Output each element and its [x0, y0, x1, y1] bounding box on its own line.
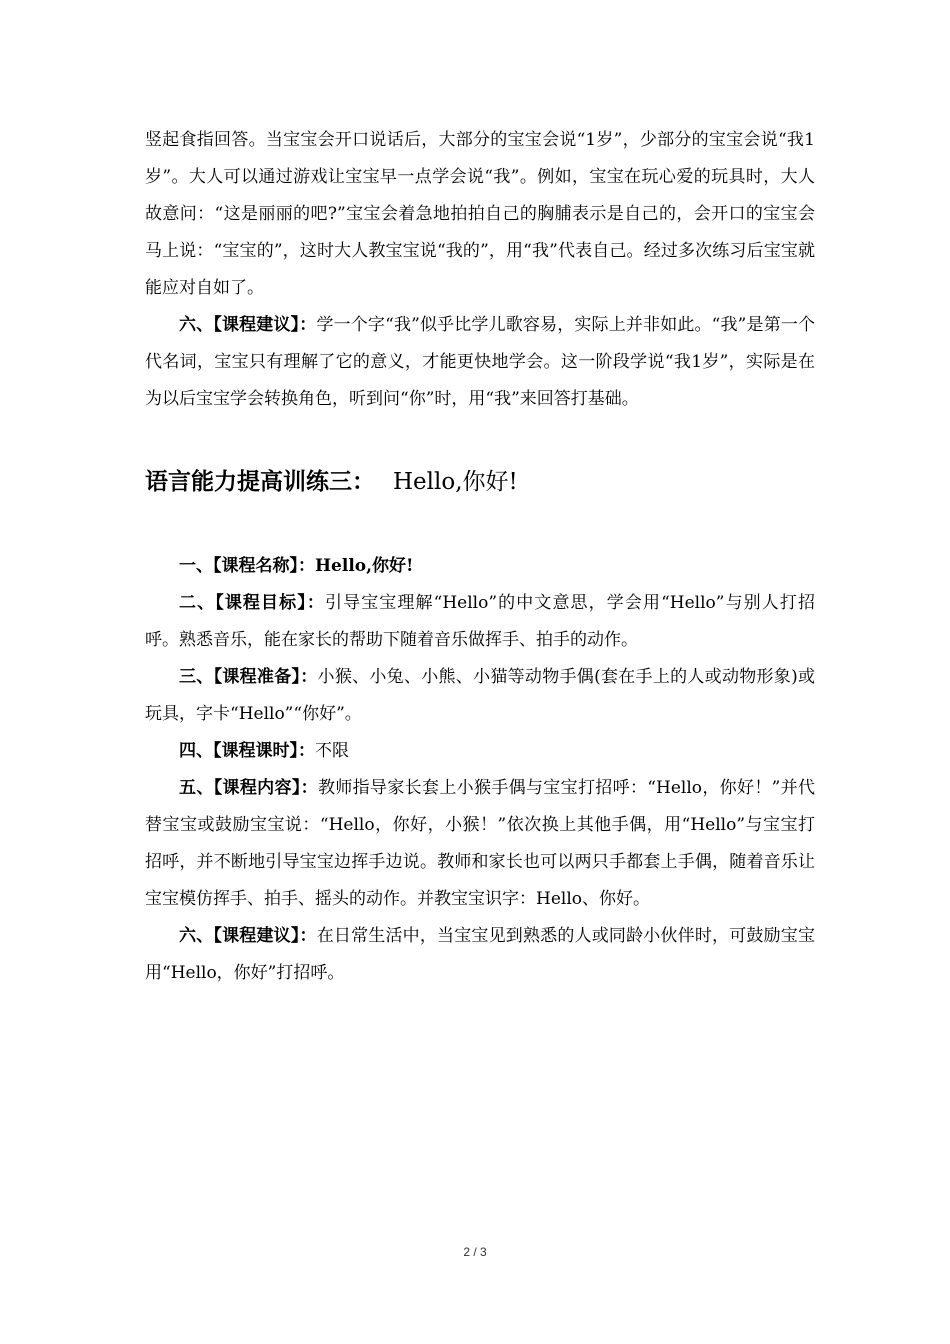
- item-course-suggestion: [145, 918, 815, 992]
- item-course-hours: [145, 733, 815, 770]
- page-content: [145, 122, 815, 992]
- item-course-name: [145, 548, 815, 585]
- item-label: 四、【课程课时】：: [179, 741, 315, 761]
- item-course-preparation: [145, 659, 815, 733]
- paragraph-prev-suggestion: [145, 307, 815, 418]
- section-heading: [145, 462, 815, 502]
- heading-prefix: 语言能力提高训练三：: [145, 469, 375, 495]
- item-label: 二、【课程目标】：: [179, 593, 325, 613]
- item-label: 六、【课程建议】：: [179, 315, 317, 335]
- item-text: 小猴、小兔、小熊、小猫等动物手偶(套在手上的人或动物形象)或玩具，字卡“Hello”“你好”。: [145, 667, 816, 724]
- item-text: Hello,你好!: [315, 556, 414, 576]
- item-text: 不限: [315, 741, 349, 761]
- page-number: 2 / 3: [463, 1245, 487, 1259]
- item-label: 六、【课程建议】：: [179, 926, 317, 946]
- item-label: 五、【课程内容】：: [179, 778, 318, 798]
- item-text: 引导宝宝理解“Hello”的中文意思，学会用“Hello”与别人打招呼。熟悉音乐，能在家长的帮助下随着音乐做挥手、拍手的动作。: [145, 593, 816, 650]
- item-label: 一、【课程名称】：: [179, 556, 315, 576]
- item-text: 在日常生活中，当宝宝见到熟悉的人或同龄小伙伴时，可鼓励宝宝用“Hello，你好”打招呼。: [145, 926, 815, 983]
- item-label: 三、【课程准备】：: [179, 667, 318, 687]
- item-text: 学一个字“我”似乎比学儿歌容易，实际上并非如此。“我”是第一个代名词，宝宝只有理解了它的意义，才能更快地学会。这一阶段学说“我1岁”，实际是在为以后宝宝学会转换角色，听到问“你”时，用“我”来回答打基础。: [145, 315, 816, 409]
- paragraph-continuation: 竖起食指回答。当宝宝会开口说话后，大部分的宝宝会说“1岁”，少部分的宝宝会说“我1岁”。大人可以通过游戏让宝宝早一点学会说“我”。例如，宝宝在玩心爱的玩具时，大人故意问：“这是丽丽的吧?”宝宝会着急地拍拍自己的胸脯表示是自己的，会开口的宝宝会马上说：“宝宝的”，这时大人教宝宝说“我的”，用“我”代表自己。经过多次练习后宝宝就能应对自如了。: [145, 130, 815, 298]
- item-course-content: [145, 770, 815, 918]
- item-text: 教师指导家长套上小猴手偶与宝宝打招呼：“Hello，你好！”并代替宝宝或鼓励宝宝说：“Hello，你好，小猴！”依次换上其他手偶，用“Hello”与宝宝打招呼，并不断地引导宝宝边挥手边说。教师和家长也可以两只手都套上手偶，随着音乐让宝宝模仿挥手、拍手、摇头的动作。并教宝宝识字：Hello、你好。: [145, 778, 815, 909]
- item-course-goal: [145, 585, 815, 659]
- heading-title: Hello,你好!: [393, 469, 518, 495]
